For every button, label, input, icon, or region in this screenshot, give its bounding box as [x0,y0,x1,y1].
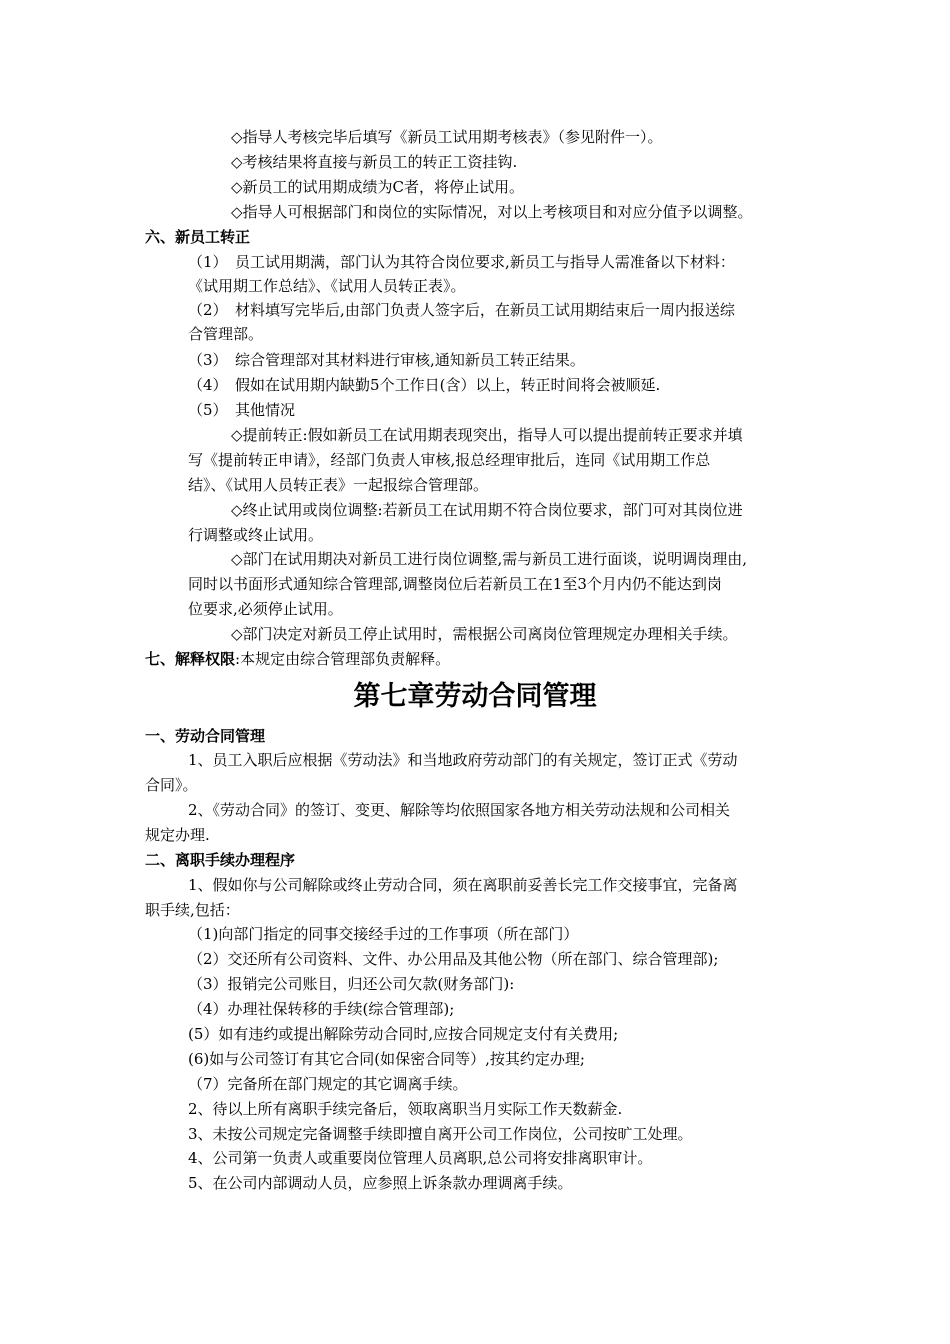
section-seven [145,649,450,669]
list-item: （7）完备所在部门规定的其它调离手续。 [188,1075,468,1093]
paragraph-line: 1、员工入职后应根据《劳动法》和当地政府劳动部门的有关规定，签订正式《劳动 [188,751,738,769]
paragraph-line: ◇提前转正:假如新员工在试用期表现突出，指导人可以提出提前转正要求并填 [231,426,743,444]
paragraph-line: 合同》。 [145,776,198,794]
paragraph-line: ◇新员工的试用期成绩为C者，将停止试用。 [231,178,525,196]
paragraph-line: 1、假如你与公司解除或终止劳动合同，须在离职前妥善长完工作交接事宜，完备离 [188,876,738,894]
section-heading: 七、解释权限 [145,650,236,668]
paragraph-line: ◇部门决定对新员工停止试用时，需根据公司离岗位管理规定办理相关手续。 [231,625,738,643]
paragraph-line: 5、在公司内部调动人员，应参照上诉条款办理调离手续。 [188,1174,573,1192]
section-text: :本规定由综合管理部负责解释。 [235,650,451,668]
section-heading: 一、劳动合同管理 [145,727,266,745]
paragraph-line: ◇指导人可根据部门和岗位的实际情况，对以上考核项目和对应分值予以调整。 [231,203,753,221]
list-item: (5）如有违约或提出解除劳动合同时,应按合同规定支付有关费用; [188,1025,619,1043]
paragraph-line: 2、《劳动合同》的签订、变更、解除等均依照国家各地方相关劳动法规和公司相关 [188,801,731,819]
section-heading: 六、新员工转正 [145,228,251,246]
paragraph-line: 行调整或终止试用。 [188,526,324,544]
paragraph-line: 职手续,包括： [145,901,240,919]
section-heading: 二、离职手续办理程序 [145,851,296,869]
paragraph-line: 规定办理. [145,826,210,844]
paragraph-line: 结》、《试用人员转正表》一起报综合管理部。 [188,476,489,494]
paragraph-line: （4） 假如在试用期内缺勤5个工作日(含）以上，转正时间将会被顺延. [188,376,661,394]
paragraph-line: ◇部门在试用期决对新员工进行岗位调整,需与新员工进行面谈，说明调岗理由, [231,550,748,568]
paragraph-line: 《试用期工作总结》、《试用人员转正表》。 [188,277,466,295]
paragraph-line: （5） 其他情况 [188,401,296,419]
paragraph-line: 同时以书面形式通知综合管理部,调整岗位后若新员工在1至3个月内仍不能达到岗 [188,575,722,593]
paragraph-line: ◇终止试用或岗位调整:若新员工在试用期不符合岗位要求，部门可对其岗位进 [231,501,743,519]
paragraph-line: （2） 材料填写完毕后,由部门负责人签字后，在新员工试用期结束后一周内报送综 [188,301,735,319]
paragraph-line: （3） 综合管理部对其材料进行审核,通知新员工转正结果。 [188,351,585,369]
paragraph-line: 3、未按公司规定完备调整手续即擅自离开公司工作岗位，公司按旷工处理。 [188,1125,693,1143]
list-item: （3）报销完公司账目，归还公司欠款(财务部门): [188,975,515,993]
paragraph-line: ◇指导人考核完毕后填写《新员工试用期考核表》（参见附件一）。 [231,128,663,146]
paragraph-line: 4、公司第一负责人或重要岗位管理人员离职,总公司将安排离职审计。 [188,1149,653,1167]
list-item: （4）办理社保转移的手续(综合管理部); [188,1000,455,1018]
list-item: （2）交还所有公司资料、文件、办公用品及其他公物（所在部门、综合管理部); [188,950,719,968]
list-item: （1)向部门指定的同事交接经手过的工作事项（所在部门） [188,925,579,943]
paragraph-line: ◇考核结果将直接与新员工的转正工资挂钩. [231,153,518,171]
list-item: (6)如与公司签订有其它合同(如保密合同等）,按其约定办理; [188,1050,585,1068]
chapter-title: 第七章劳动合同管理 [353,681,597,712]
paragraph-line: 位要求,必须停止试用。 [188,600,343,618]
paragraph-line: （1） 员工试用期满，部门认为其符合岗位要求,新员工与指导人需准备以下材料： [188,253,735,271]
paragraph-line: 2、待以上所有离职手续完备后，领取离职当月实际工作天数薪金. [188,1100,623,1118]
paragraph-line: 合管理部。 [188,325,264,343]
paragraph-line: 写《提前转正申请》，经部门负责人审核,报总经理审批后，连同《试用期工作总 [188,451,711,469]
